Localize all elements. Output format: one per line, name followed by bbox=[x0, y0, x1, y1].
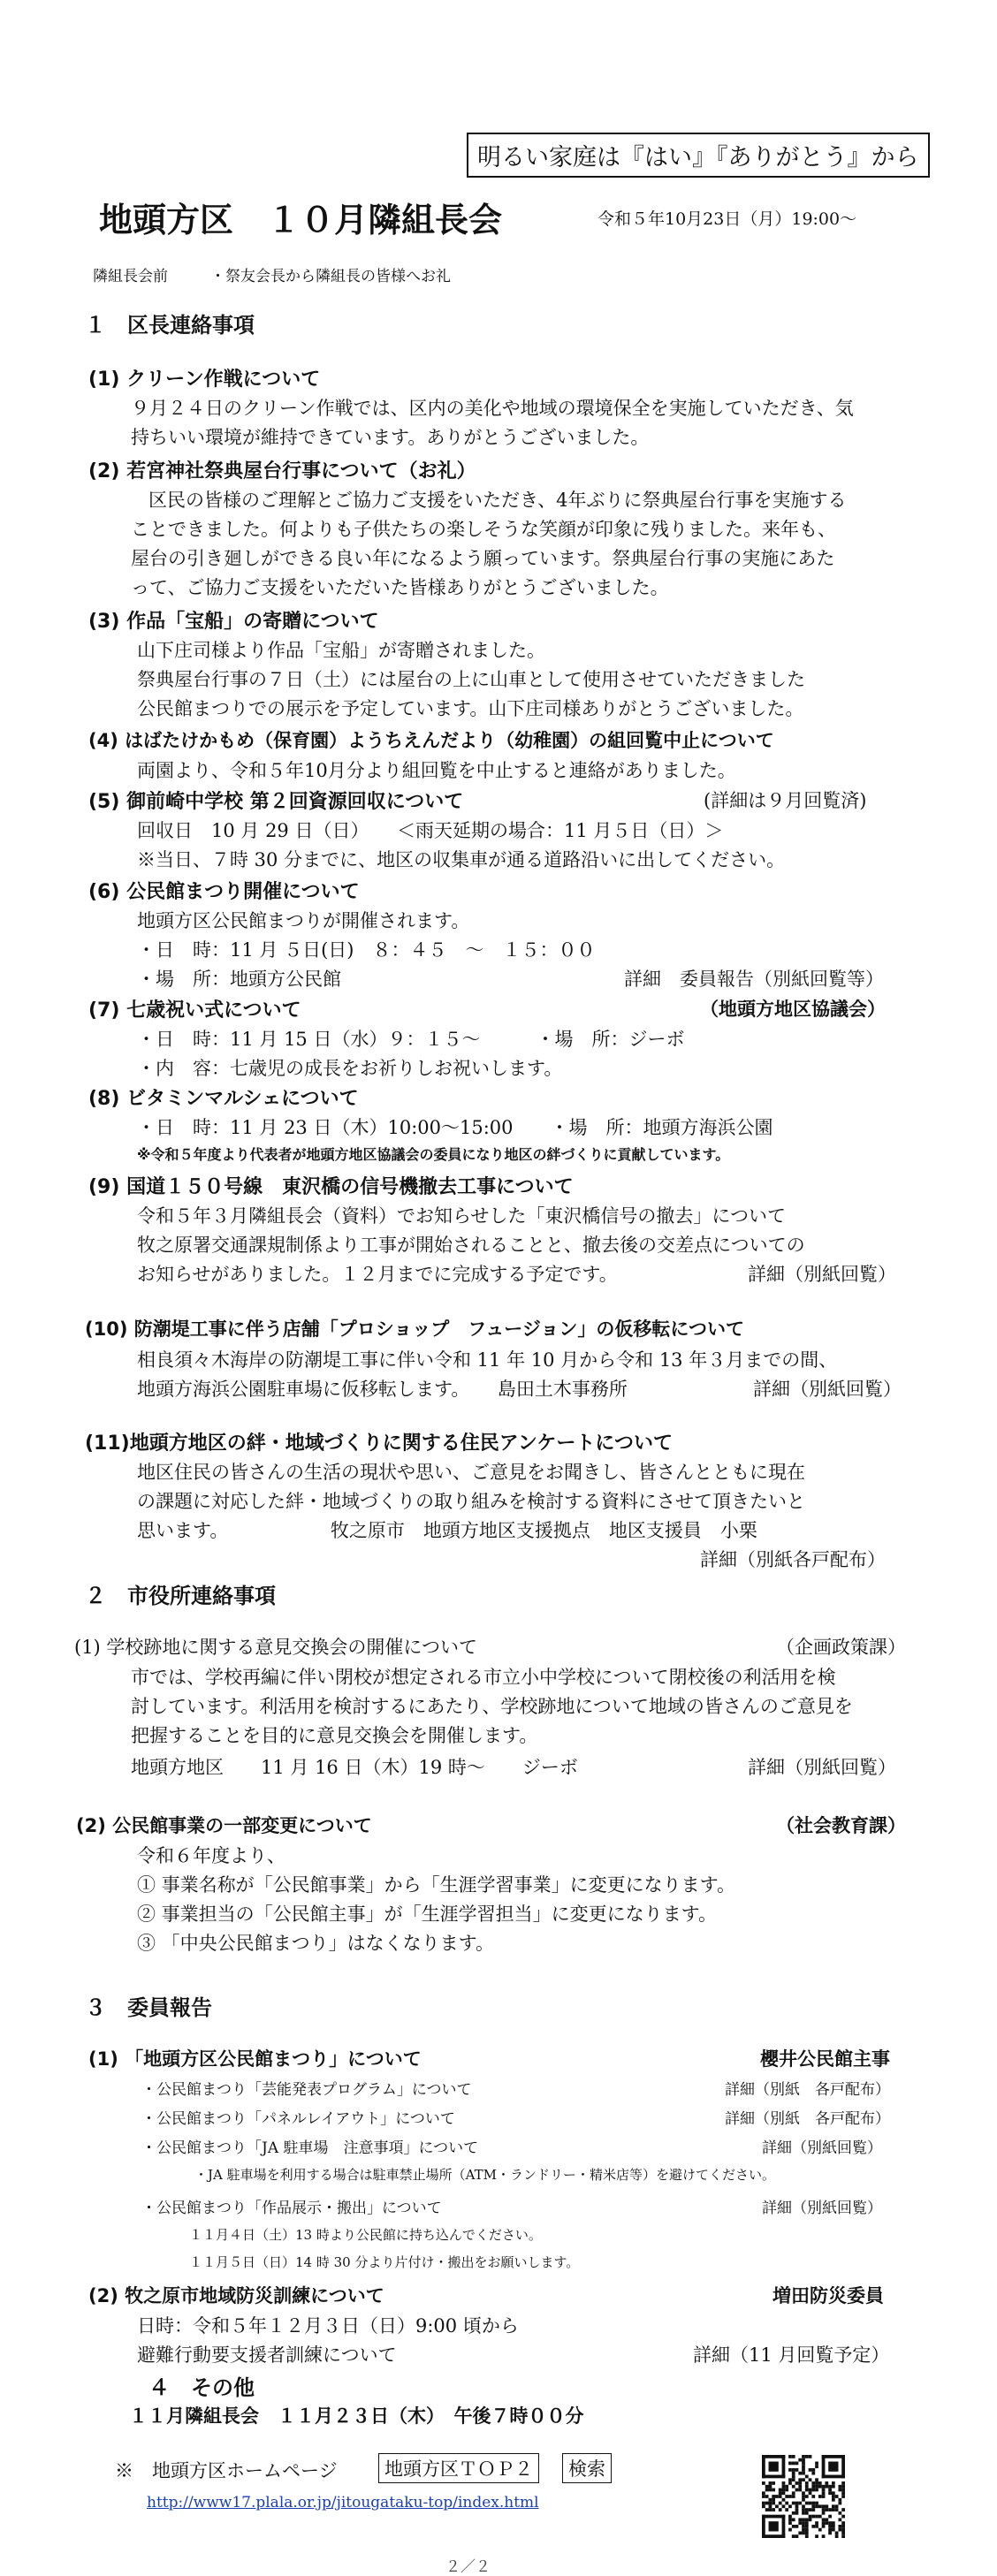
s1-item5-line: ※当日、７時 30 分までに、地区の収集車が通る道路沿いに出してください。 bbox=[137, 849, 786, 870]
s1-item1-line: 持ちいい環境が維持できています。ありがとうございました。 bbox=[131, 427, 650, 448]
s1-item9-detail: 詳細（別紙回覧） bbox=[748, 1264, 896, 1285]
search-term-box[interactable]: 地頭方区ＴＯＰ２ bbox=[378, 2453, 539, 2483]
s3-row-detail: 詳細（別紙回覧） bbox=[762, 2200, 882, 2217]
s1-item8-line: ・日 時：11 月 23 日（木）10:00～15:00 ・場 所：地頭方海浜公園 bbox=[137, 1117, 773, 1138]
s2-item2-line: ② 事業担当の「公民館主事」が「生涯学習担当」に変更になります。 bbox=[137, 1904, 717, 1925]
s3-item1-title: (1) 「地頭方区公民館まつり」について bbox=[88, 2048, 422, 2070]
page-number: ２／２ bbox=[445, 2558, 491, 2576]
s1-item8-note: ※令和５年度より代表者が地頭方地区協議会の委員になり地区の絆づくりに貢献しています。 bbox=[137, 1146, 730, 1163]
s3-row: ・公民館まつり「芸能発表プログラム」について bbox=[141, 2081, 472, 2099]
s3-item2-line: 避難行動要支援者訓練について bbox=[137, 2344, 397, 2366]
s1-item1-title: (1) クリーン作戦について bbox=[88, 369, 321, 391]
search-button[interactable]: 検索 bbox=[562, 2453, 612, 2483]
s1-item10-line: 地頭方海浜公園駐車場に仮移転します。 島田土木事務所 bbox=[137, 1379, 628, 1400]
s1-item3-line: 祭典屋台行事の７日（土）には屋台の上に山車として使用させていただきました bbox=[137, 669, 805, 690]
s1-item11-line: 地区住民の皆さんの生活の現状や思い、ご意見をお聞きし、皆さんとともに現在 bbox=[137, 1462, 805, 1483]
s2-item1-detail: 詳細（別紙回覧） bbox=[748, 1757, 896, 1778]
s1-item6-title: (6) 公民館まつり開催について bbox=[88, 881, 360, 903]
s1-item9-line: 令和５年３月隣組長会（資料）でお知らせした「東沢橋信号の撤去」について bbox=[137, 1205, 786, 1227]
s3-row-note: １１月５日（日）14 時 30 分より片付け・搬出をお願いします。 bbox=[189, 2254, 580, 2270]
s3-item1-right: 櫻井公民館主事 bbox=[760, 2048, 890, 2070]
s1-item5-right: (詳細は９月回覧済) bbox=[704, 790, 867, 811]
s1-item9-line: お知らせがありました。１２月までに完成する予定です。 bbox=[137, 1264, 618, 1285]
s1-item2-title: (2) 若宮神社祭典屋台行事について（お礼） bbox=[88, 460, 476, 483]
s3-row: ・公民館まつり「JA 駐車場 注意事項」について bbox=[141, 2139, 479, 2157]
s2-item2-right: （社会教育課） bbox=[776, 1815, 906, 1836]
s1-item8-title: (8) ビタミンマルシェについて bbox=[88, 1088, 359, 1110]
section2-heading: ２ 市役所連絡事項 bbox=[85, 1584, 276, 1608]
s1-item6-detail: 詳細 委員報告（別紙回覧等） bbox=[624, 969, 884, 990]
s1-item11-line: 思います。 牧之原市 地頭方地区支援拠点 地区支援員 小栗 bbox=[137, 1520, 757, 1541]
next-meeting: １１月隣組長会 １１月２３日（木） 午後７時００分 bbox=[129, 2405, 584, 2427]
s2-item1-right: （企画政策課） bbox=[776, 1637, 906, 1658]
pre-note-label: 隣組長会前 bbox=[93, 268, 168, 285]
section1-heading: １ 区長連絡事項 bbox=[85, 313, 255, 338]
s3-item2-title: (2) 牧之原市地域防災訓練について bbox=[88, 2285, 384, 2306]
s1-item2-line: 屋台の引き廻しができる良い年になるよう願っています。祭典屋台行事の実施にあた bbox=[131, 548, 835, 569]
s1-item7-line: ・内 容：七歳児の成長をお祈りしお祝いします。 bbox=[137, 1058, 563, 1079]
s1-item6-line: ・日 時：11 月 ５日(日) ８：４５ ～ １５：００ bbox=[137, 939, 596, 961]
s1-item3-title: (3) 作品「宝船」の寄贈について bbox=[88, 611, 379, 633]
slogan: 明るい家庭は『はい』『ありがとう』から bbox=[477, 144, 919, 171]
s1-item6-line: ・場 所：地頭方公民館 bbox=[137, 969, 341, 990]
s2-item1-line: 討しています。利活用を検討するにあたり、学校跡地について地域の皆さんのご意見を bbox=[131, 1696, 853, 1717]
s1-item7-right: （地頭方地区協議会） bbox=[700, 999, 886, 1020]
s3-row-detail: 詳細（別紙回覧） bbox=[762, 2139, 882, 2157]
s1-item11-title: (11)地頭方地区の絆・地域づくりに関する住民アンケートについて bbox=[85, 1432, 673, 1455]
s1-item5-title: (5) 御前崎中学校 第２回資源回収について bbox=[88, 791, 464, 813]
s1-item11-detail: 詳細（別紙各戸配布） bbox=[700, 1549, 886, 1570]
s1-item7-title: (7) 七歳祝い式について bbox=[88, 999, 301, 1022]
s2-item2-line: ③ 「中央公民館まつり」はなくなります。 bbox=[137, 1933, 494, 1954]
s2-item2-line: 令和６年度より、 bbox=[137, 1845, 285, 1866]
s1-item3-line: 山下庄司様より作品「宝船」が寄贈されました。 bbox=[137, 640, 545, 661]
s1-item4-line: 両園より、令和５年10月分より組回覧を中止すると連絡がありました。 bbox=[137, 760, 736, 781]
homepage-note: ※ 地頭方区ホームページ bbox=[115, 2460, 338, 2481]
s1-item2-line: 区民の皆様のご理解とご協力ご支援をいただき、4年ぶりに祭典屋台行事を実施する bbox=[148, 490, 847, 511]
s2-item1-line: 把握することを目的に意見交換会を開催します。 bbox=[131, 1725, 538, 1746]
s3-item2-line: 日時：令和５年１２月３日（日）9:00 頃から bbox=[137, 2315, 519, 2337]
s1-item11-line: の課題に対応した絆・地域づくりの取り組みを検討する資料にさせて頂きたいと bbox=[137, 1491, 805, 1512]
qr-code-icon bbox=[762, 2455, 845, 2538]
s1-item3-line: 公民館まつりでの展示を予定しています。山下庄司様ありがとうございました。 bbox=[137, 698, 804, 719]
section3-heading: ３ 委員報告 bbox=[85, 1995, 212, 2020]
s3-row-note: ・JA 駐車場を利用する場合は駐車禁止場所（ATM・ランドリー・精米店等）を避けてください。 bbox=[194, 2167, 775, 2183]
s1-item10-title: (10) 防潮堤工事に伴う店舗「プロショップ フュージョン」の仮移転について bbox=[85, 1318, 744, 1340]
s1-item10-detail: 詳細（別紙回覧） bbox=[753, 1379, 902, 1400]
meeting-datetime: 令和５年10月23日（月）19:00～ bbox=[597, 209, 857, 229]
s1-item4-title: (4) はばたけかもめ（保育園）ようちえんだより（幼稚園）の組回覧中止について bbox=[88, 730, 774, 751]
s2-item2-title: (2) 公民館事業の一部変更について bbox=[76, 1815, 372, 1836]
s2-item1-line: 市では、学校再編に伴い閉校が想定される市立小中学校について閉校後の利活用を検 bbox=[131, 1667, 836, 1688]
homepage-link[interactable]: http://www17.plala.or.jp/jitougataku-top/index.html bbox=[147, 2494, 539, 2511]
s1-item5-line: 回収日 10 月 29 日（日） ＜雨天延期の場合：11 月５日（日）＞ bbox=[137, 820, 724, 841]
s3-row-detail: 詳細（別紙 各戸配布） bbox=[725, 2110, 890, 2128]
page-title: 地頭方区 １０月隣組長会 bbox=[99, 201, 503, 239]
pre-note: ・祭友会長から隣組長の皆様へお礼 bbox=[210, 268, 451, 285]
s1-item10-line: 相良須々木海岸の防潮堤工事に伴い令和 11 年 10 月から令和 13 年３月までの間、 bbox=[137, 1349, 838, 1371]
section4-heading: ４ その他 bbox=[148, 2375, 255, 2400]
s1-item2-line: って、ご協力ご支援をいただいた皆様ありがとうございました。 bbox=[131, 577, 669, 598]
slogan-box bbox=[467, 133, 930, 178]
s2-item2-line: ① 事業名称が「公民館事業」から「生涯学習事業」に変更になります。 bbox=[137, 1874, 735, 1896]
s3-item2-right: 増田防災委員 bbox=[772, 2285, 884, 2306]
s3-row: ・公民館まつり「作品展示・搬出」について bbox=[141, 2200, 442, 2217]
s2-item1-title: (1) 学校跡地に関する意見交換会の開催について bbox=[74, 1637, 478, 1658]
s1-item6-line: 地頭方区公民館まつりが開催されます。 bbox=[137, 910, 470, 931]
s1-item7-line: ・日 時：11 月 15 日（水）９：１５～ ・場 所：ジーボ bbox=[137, 1029, 685, 1050]
s3-row: ・公民館まつり「パネルレイアウト」について bbox=[141, 2110, 455, 2128]
s3-row-note: １１月４日（土）13 時より公民館に持ち込んでください。 bbox=[189, 2227, 542, 2243]
s2-item1-line: 地頭方地区 11 月 16 日（木）19 時～ ジーボ bbox=[131, 1757, 578, 1778]
s3-row-detail: 詳細（別紙 各戸配布） bbox=[725, 2081, 890, 2099]
s1-item1-line: ９月２４日のクリーン作戦では、区内の美化や地域の環境保全を実施していただき、気 bbox=[131, 398, 854, 419]
s3-item2-detail: 詳細（11 月回覧予定） bbox=[693, 2344, 890, 2366]
s1-item2-line: ことできました。何よりも子供たちの楽しそうな笑顔が印象に残りました。来年も、 bbox=[131, 519, 836, 540]
s1-item9-line: 牧之原署交通課規制係より工事が開始されることと、撤去後の交差点についての bbox=[137, 1235, 805, 1256]
s1-item9-title: (9) 国道１５０号線 東沢橋の信号機撤去工事について bbox=[88, 1176, 574, 1198]
